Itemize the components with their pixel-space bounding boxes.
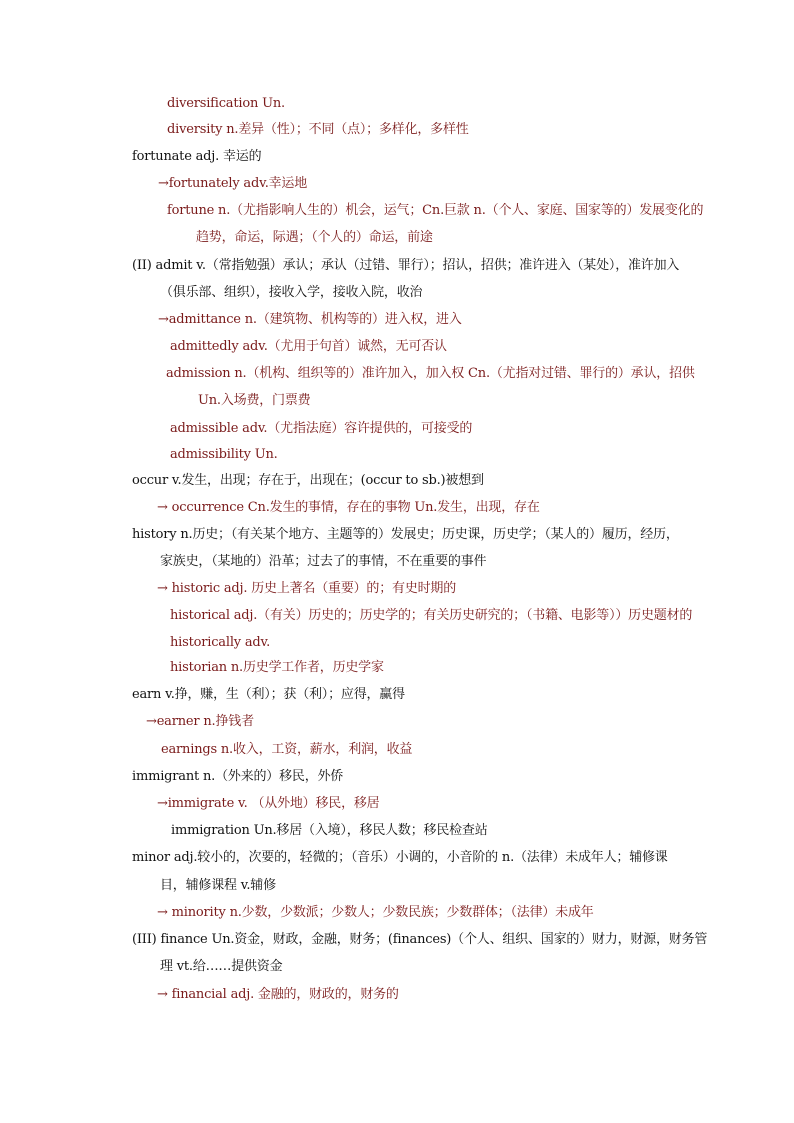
entry-line-immigrant: immigrant n.（外来的）移民，外侨 [132, 769, 344, 784]
entry-line-fortune: fortune n.（尤指影响人生的）机会，运气；Cn.巨款 n.（个人、家庭、国家等的）发展变化的 [167, 203, 704, 218]
entry-line-historical: historical adj.（有关）历史的；历史学的；有关历史研究的；（书籍、电影等））历史题材的 [170, 608, 693, 623]
entry-line-admit-cont: （俱乐部、组织），接收入学，接收入院，收治 [160, 285, 423, 300]
entry-line-finance-cont: 理 vt.给……提供资金 [160, 959, 283, 974]
entry-line-earnings: earnings n.收入，工资，薪水，利润，收益 [161, 742, 413, 757]
entry-line-history: history n.历史；（有关某个地方、主题等的）发展史；历史课，历史学；（某人的）履历，经历， [132, 527, 679, 542]
entry-line-admit: (II) admit v.（常指勉强）承认；承认（过错、罪行）；招认，招供；准许进入（某处），准许加入 [132, 258, 680, 273]
entry-line-occur: occur v.发生，出现；存在于，出现在；(occur to sb.)被想到 [132, 473, 484, 488]
entry-line-historian: historian n.历史学工作者，历史学家 [170, 660, 384, 675]
entry-line-immigrate: →immigrate v. （从外地）移民，移居 [157, 796, 380, 811]
entry-line-earner: →earner n.挣钱者 [146, 714, 254, 729]
entry-line-diversification: diversification Un. [167, 96, 285, 111]
entry-line-admittedly: admittedly adv.（尤用于句首）诚然，无可否认 [170, 339, 447, 354]
entry-line-minor-cont: 目，辅修课程 v.辅修 [160, 878, 276, 893]
entry-line-finance: (III) finance Un.资金，财政，金融，财务；(finances)（个人、组织、国家的）财力，财源，财务管 [132, 932, 708, 947]
entry-line-history-cont: 家族史，（某地的）沿革；过去了的事情，不在重要的事件 [160, 554, 487, 569]
entry-line-admission-cont: Un.入场费，门票费 [198, 393, 311, 408]
entry-line-diversity: diversity n.差异（性）；不同（点）；多样化，多样性 [167, 122, 469, 137]
entry-line-historic: → historic adj. 历史上著名（重要）的；有史时期的 [157, 581, 457, 596]
entry-line-fortune-cont: 趋势，命运，际遇；（个人的）命运，前途 [196, 230, 433, 245]
entry-line-immigration: immigration Un.移居（入境），移民人数；移民检查站 [171, 823, 488, 838]
entry-line-historically: historically adv. [170, 635, 271, 650]
entry-line-admittance: →admittance n.（建筑物、机构等的）进入权，进入 [158, 312, 462, 327]
entry-line-admissible: admissible adv.（尤指法庭）容许提供的，可接受的 [170, 421, 473, 436]
entry-line-fortunate: fortunate adj. 幸运的 [132, 149, 262, 164]
entry-line-earn: earn v.挣，赚，生（利）；获（利）；应得，赢得 [132, 687, 405, 702]
entry-line-admissibility: admissibility Un. [170, 447, 278, 462]
entry-line-minor: minor adj.较小的，次要的，轻微的；（音乐）小调的，小音阶的 n.（法律）未成年人；辅修课 [132, 850, 668, 865]
entry-line-fortunately: →fortunately adv.幸运地 [158, 176, 308, 191]
entry-line-occurrence: → occurrence Cn.发生的事情，存在的事物 Un.发生，出现，存在 [157, 500, 540, 515]
entry-line-admission: admission n.（机构、组织等的）准许加入，加入权 Cn.（尤指对过错、罪行的）承认，招供 [166, 366, 695, 381]
entry-line-minority: → minority n.少数，少数派；少数人；少数民族；少数群体；（法律）未成年 [157, 905, 594, 920]
entry-line-financial: → financial adj. 金融的，财政的，财务的 [157, 987, 399, 1002]
